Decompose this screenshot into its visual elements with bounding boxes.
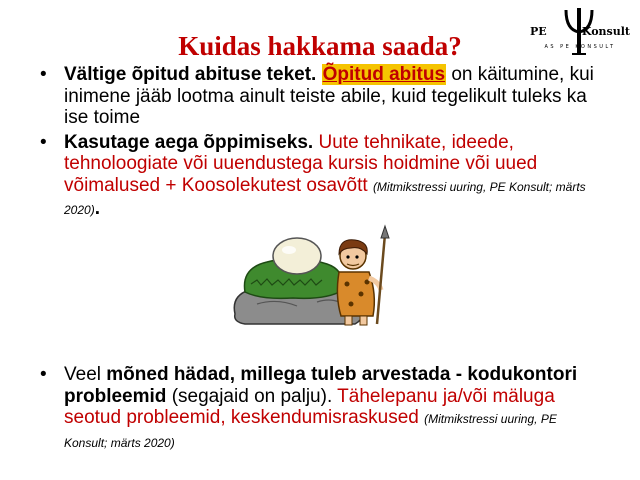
trailing-period: .	[94, 198, 100, 219]
bullet-text: on käitumine, kui inimene jääb lootma ainult teiste abile, kuid tegelikult tuleks ka ise toime	[64, 64, 594, 128]
bullet-list-lower	[40, 364, 600, 454]
bullet-red-text: Uute tehnikate, ideede, tehnoloogiate või uuendustega kursis hoidmine või uued võimalused + Koosolekutest osavõtt	[64, 131, 538, 196]
bullet-plain-text: (segajaid on palju).	[171, 385, 333, 407]
bullet-lead: Vältige õpitud abituse teket.	[64, 64, 317, 85]
bullet-marker: •	[40, 364, 47, 385]
company-logo	[528, 6, 630, 58]
logo-subtext: AS PE KONSULT	[544, 44, 616, 50]
bullet-lead: Kasutage aega õppimiseks.	[64, 131, 314, 153]
caveman-egg-nest-icon	[227, 224, 402, 329]
bullet-marker: •	[40, 131, 47, 153]
bullet-item	[40, 64, 600, 129]
bullet-list	[40, 64, 600, 222]
highlighted-term: Õpitud abitus	[322, 64, 446, 85]
bullet-red-text: Tähelepanu ja/või mäluga seotud probleemid, keskendumisraskused	[64, 385, 555, 428]
bullet-item	[40, 364, 600, 454]
slide-title: Kuidas hakkama saada?	[178, 31, 462, 61]
bullet-item	[40, 132, 600, 222]
logo-left-text: PE	[530, 25, 547, 38]
source-citation: (Mitmikstressi uuring, PE Konsult; märts 2020)	[64, 179, 586, 217]
bullet-lead: Veel	[64, 364, 101, 385]
source-citation: (Mitmikstressi uuring, PE Konsult; märts 2020)	[64, 412, 557, 450]
bullet-bold-text: mõned hädad, millega tuleb arvestada - kodukontori probleemid	[64, 364, 578, 407]
bullet-marker: •	[40, 64, 47, 85]
logo-right-text: Konsult	[581, 25, 630, 38]
